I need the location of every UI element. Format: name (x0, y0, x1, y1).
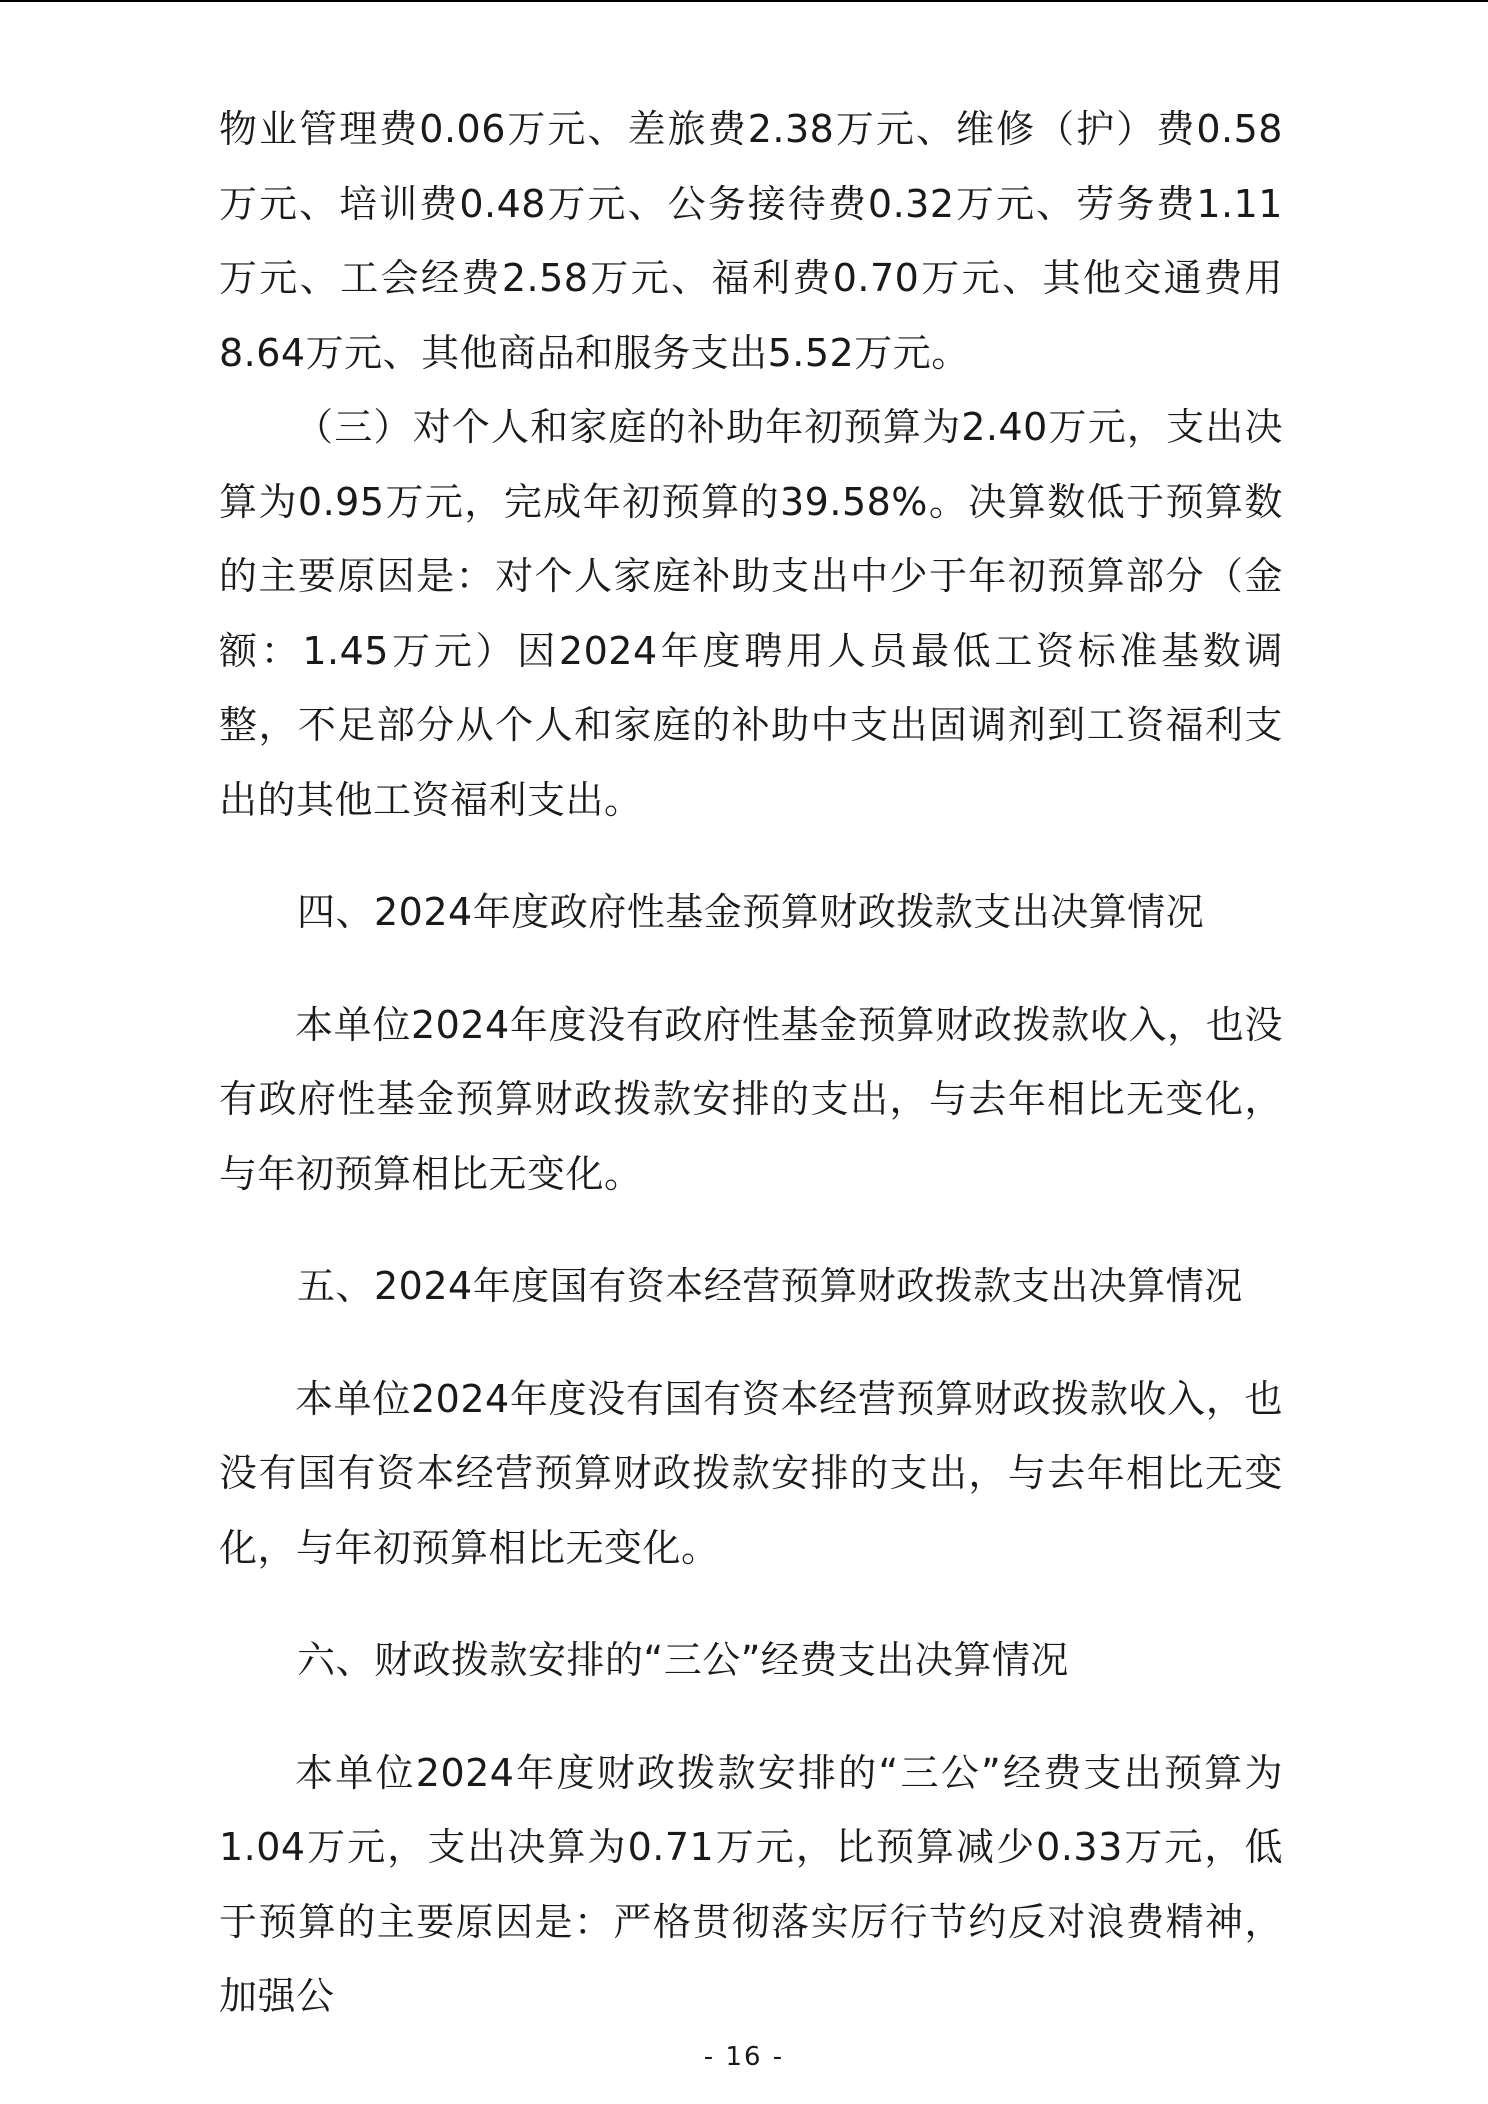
top-border-line (0, 0, 1488, 2)
page-number: - 16 - (703, 2042, 785, 2072)
paragraph-household-subsidy: （三）对个人和家庭的补助年初预算为2.40万元，支出决算为0.95万元，完成年初预算的39.58%。决算数低于预算数的主要原因是：对个人家庭补助支出中少于年初预算部分（金额：1.45万元）因2024年度聘用人员最低工资标准基数调整，不足部分从个人和家庭的补助中支出固调剂到工资福利支出的其他工资福利支出。 (219, 405, 1283, 822)
section-heading-government-fund: 四、2024年度政府性基金预算财政拨款支出决算情况 (297, 890, 1205, 934)
paragraph-expense-items: 物业管理费0.06万元、差旅费2.38万元、维修（护）费0.58万元、培训费0.48万元、公务接待费0.32万元、劳务费1.11万元、工会经费2.58万元、福利费0.70万元、其他交通费用8.64万元、其他商品和服务支出5.52万元。 (219, 107, 1283, 375)
document-body (219, 92, 1283, 2034)
section-body-three-public-expenses: 本单位2024年度财政拨款安排的“三公”经费支出预算为1.04万元，支出决算为0.71万元，比预算减少0.33万元，低于预算的主要原因是：严格贯彻落实厉行节约反对浪费精神，加强公 (219, 1750, 1283, 2018)
section-body-state-capital: 本单位2024年度没有国有资本经营预算财政拨款收入，也没有国有资本经营预算财政拨款安排的支出，与去年相比无变化，与年初预算相比无变化。 (219, 1376, 1283, 1570)
section-body-government-fund: 本单位2024年度没有政府性基金预算财政拨款收入，也没有政府性基金预算财政拨款安排的支出，与去年相比无变化，与年初预算相比无变化。 (219, 1002, 1283, 1196)
section-heading-state-capital: 五、2024年度国有资本经营预算财政拨款支出决算情况 (297, 1264, 1243, 1308)
section-heading-three-public-expenses: 六、财政拨款安排的“三公”经费支出决算情况 (297, 1638, 1069, 1682)
